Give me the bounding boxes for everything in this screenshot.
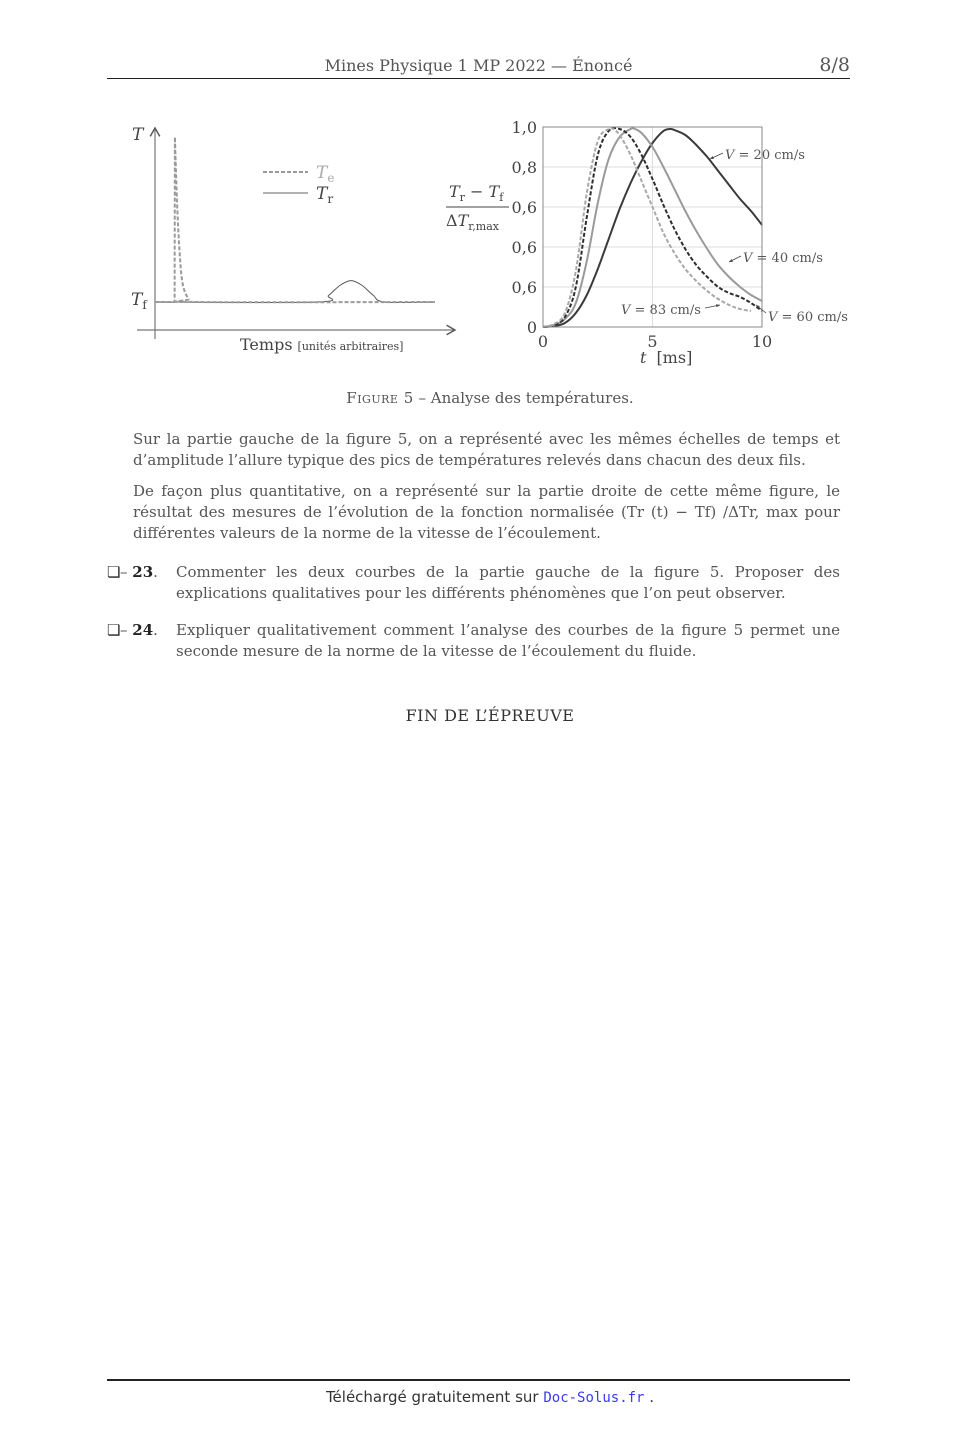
- x-tick-label: 5: [647, 332, 658, 351]
- x-tick-label: 10: [751, 332, 773, 351]
- annotation-label: V = 40 cm/s: [743, 251, 823, 266]
- x-axis-label: Temps [unités arbitraires]: [240, 335, 404, 354]
- footer: Téléchargé gratuitement sur Doc-Solus.fr .: [325, 1388, 655, 1406]
- question-text: Commenter les deux courbes de la partie gauche de la figure 5. Proposer des explications qualitatives pour les différents phénomènes que l’on peut observer.: [176, 563, 840, 602]
- legend: [263, 163, 334, 206]
- question-24: ❏ – 24. Expliquer qualitativement comment l’analyse des courbes de la figure 5 permet une seconde mesure de la norme de la vitesse de l’écoulement du fluide.: [107, 621, 840, 660]
- y-tick-label: 0: [526, 318, 537, 337]
- x-tick-label: 0: [537, 332, 549, 351]
- y-tick-label: 0,6: [511, 278, 537, 297]
- checkbox-icon: ❏: [107, 621, 121, 639]
- page-header: [107, 52, 850, 79]
- y-axis-label: T: [132, 125, 144, 145]
- annotation-label: V = 60 cm/s: [768, 310, 848, 325]
- paragraph-1: Sur la partie gauche de la figure 5, on a représenté avec les mêmes échelles de temps et d’amplitude l’allure typique des pics de températures relevés dans chacun des deux fils.: [133, 430, 840, 469]
- annotation-label: V = 83 cm/s: [621, 303, 701, 318]
- series-tr: [155, 281, 435, 303]
- question-23: ❏ – 23. Commenter les deux courbes de la partie gauche de la figure 5. Proposer des explications qualitatives pour les différents phénomènes que l’on peut observer.: [107, 563, 840, 602]
- y-tick-label: 1,0: [511, 118, 537, 137]
- tf-label: $T_f$: [131, 290, 147, 312]
- caption-label: Figure 5: [346, 389, 414, 407]
- series-te: [155, 137, 435, 302]
- svg-text:ΔTr,max: $\Delta T_{r,max}$: [446, 211, 499, 233]
- left-chart: [120, 115, 460, 360]
- legend-tr-label: $T_r$: [316, 184, 334, 206]
- annotation-label: V = 20 cm/s: [725, 148, 805, 163]
- figure-caption: Figure 5 – Analyse des températures.: [346, 389, 634, 407]
- x-axis-label: t [ms]: [640, 348, 693, 367]
- question-text: Expliquer qualitativement comment l’analyse des courbes de la figure 5 permet une seconde mesure de la norme de la vitesse de l’écoulement du fluide.: [176, 621, 840, 660]
- end-of-exam: FIN DE L’ÉPREUVE: [405, 706, 575, 725]
- doc-solus-link[interactable]: Doc-Solus.fr: [543, 1390, 645, 1406]
- y-tick-label: 0,6: [511, 198, 537, 217]
- y-axis-title: [446, 182, 509, 233]
- paragraph-2: De façon plus quantitative, on a représenté sur la partie droite de cette même figure, le résultat des mesures de l’évolution de la fonction normalisée (Tr (t) − Tf) /ΔTr, max pour différentes valeurs de la norme de la vitesse de l’écoulement.: [133, 482, 840, 542]
- checkbox-icon: ❏: [107, 563, 121, 581]
- svg-text:Tr − Tf: $T_r - T_f$: [449, 182, 504, 204]
- arrowhead-icon: [716, 304, 720, 307]
- page-number: 8/8: [819, 54, 850, 76]
- caption-text: Analyse des températures.: [430, 389, 634, 407]
- y-tick-label: 0,6: [511, 238, 537, 257]
- question-number: 24: [132, 621, 154, 639]
- legend-te-label: $T_e$: [316, 163, 335, 185]
- y-tick-label: 0,8: [511, 158, 537, 177]
- header-title: Mines Physique 1 MP 2022 — Énoncé: [324, 56, 633, 75]
- right-chart: [440, 115, 860, 375]
- footer-divider: [107, 1379, 850, 1381]
- question-number: 23: [132, 563, 154, 581]
- series-83-cms: [543, 128, 751, 327]
